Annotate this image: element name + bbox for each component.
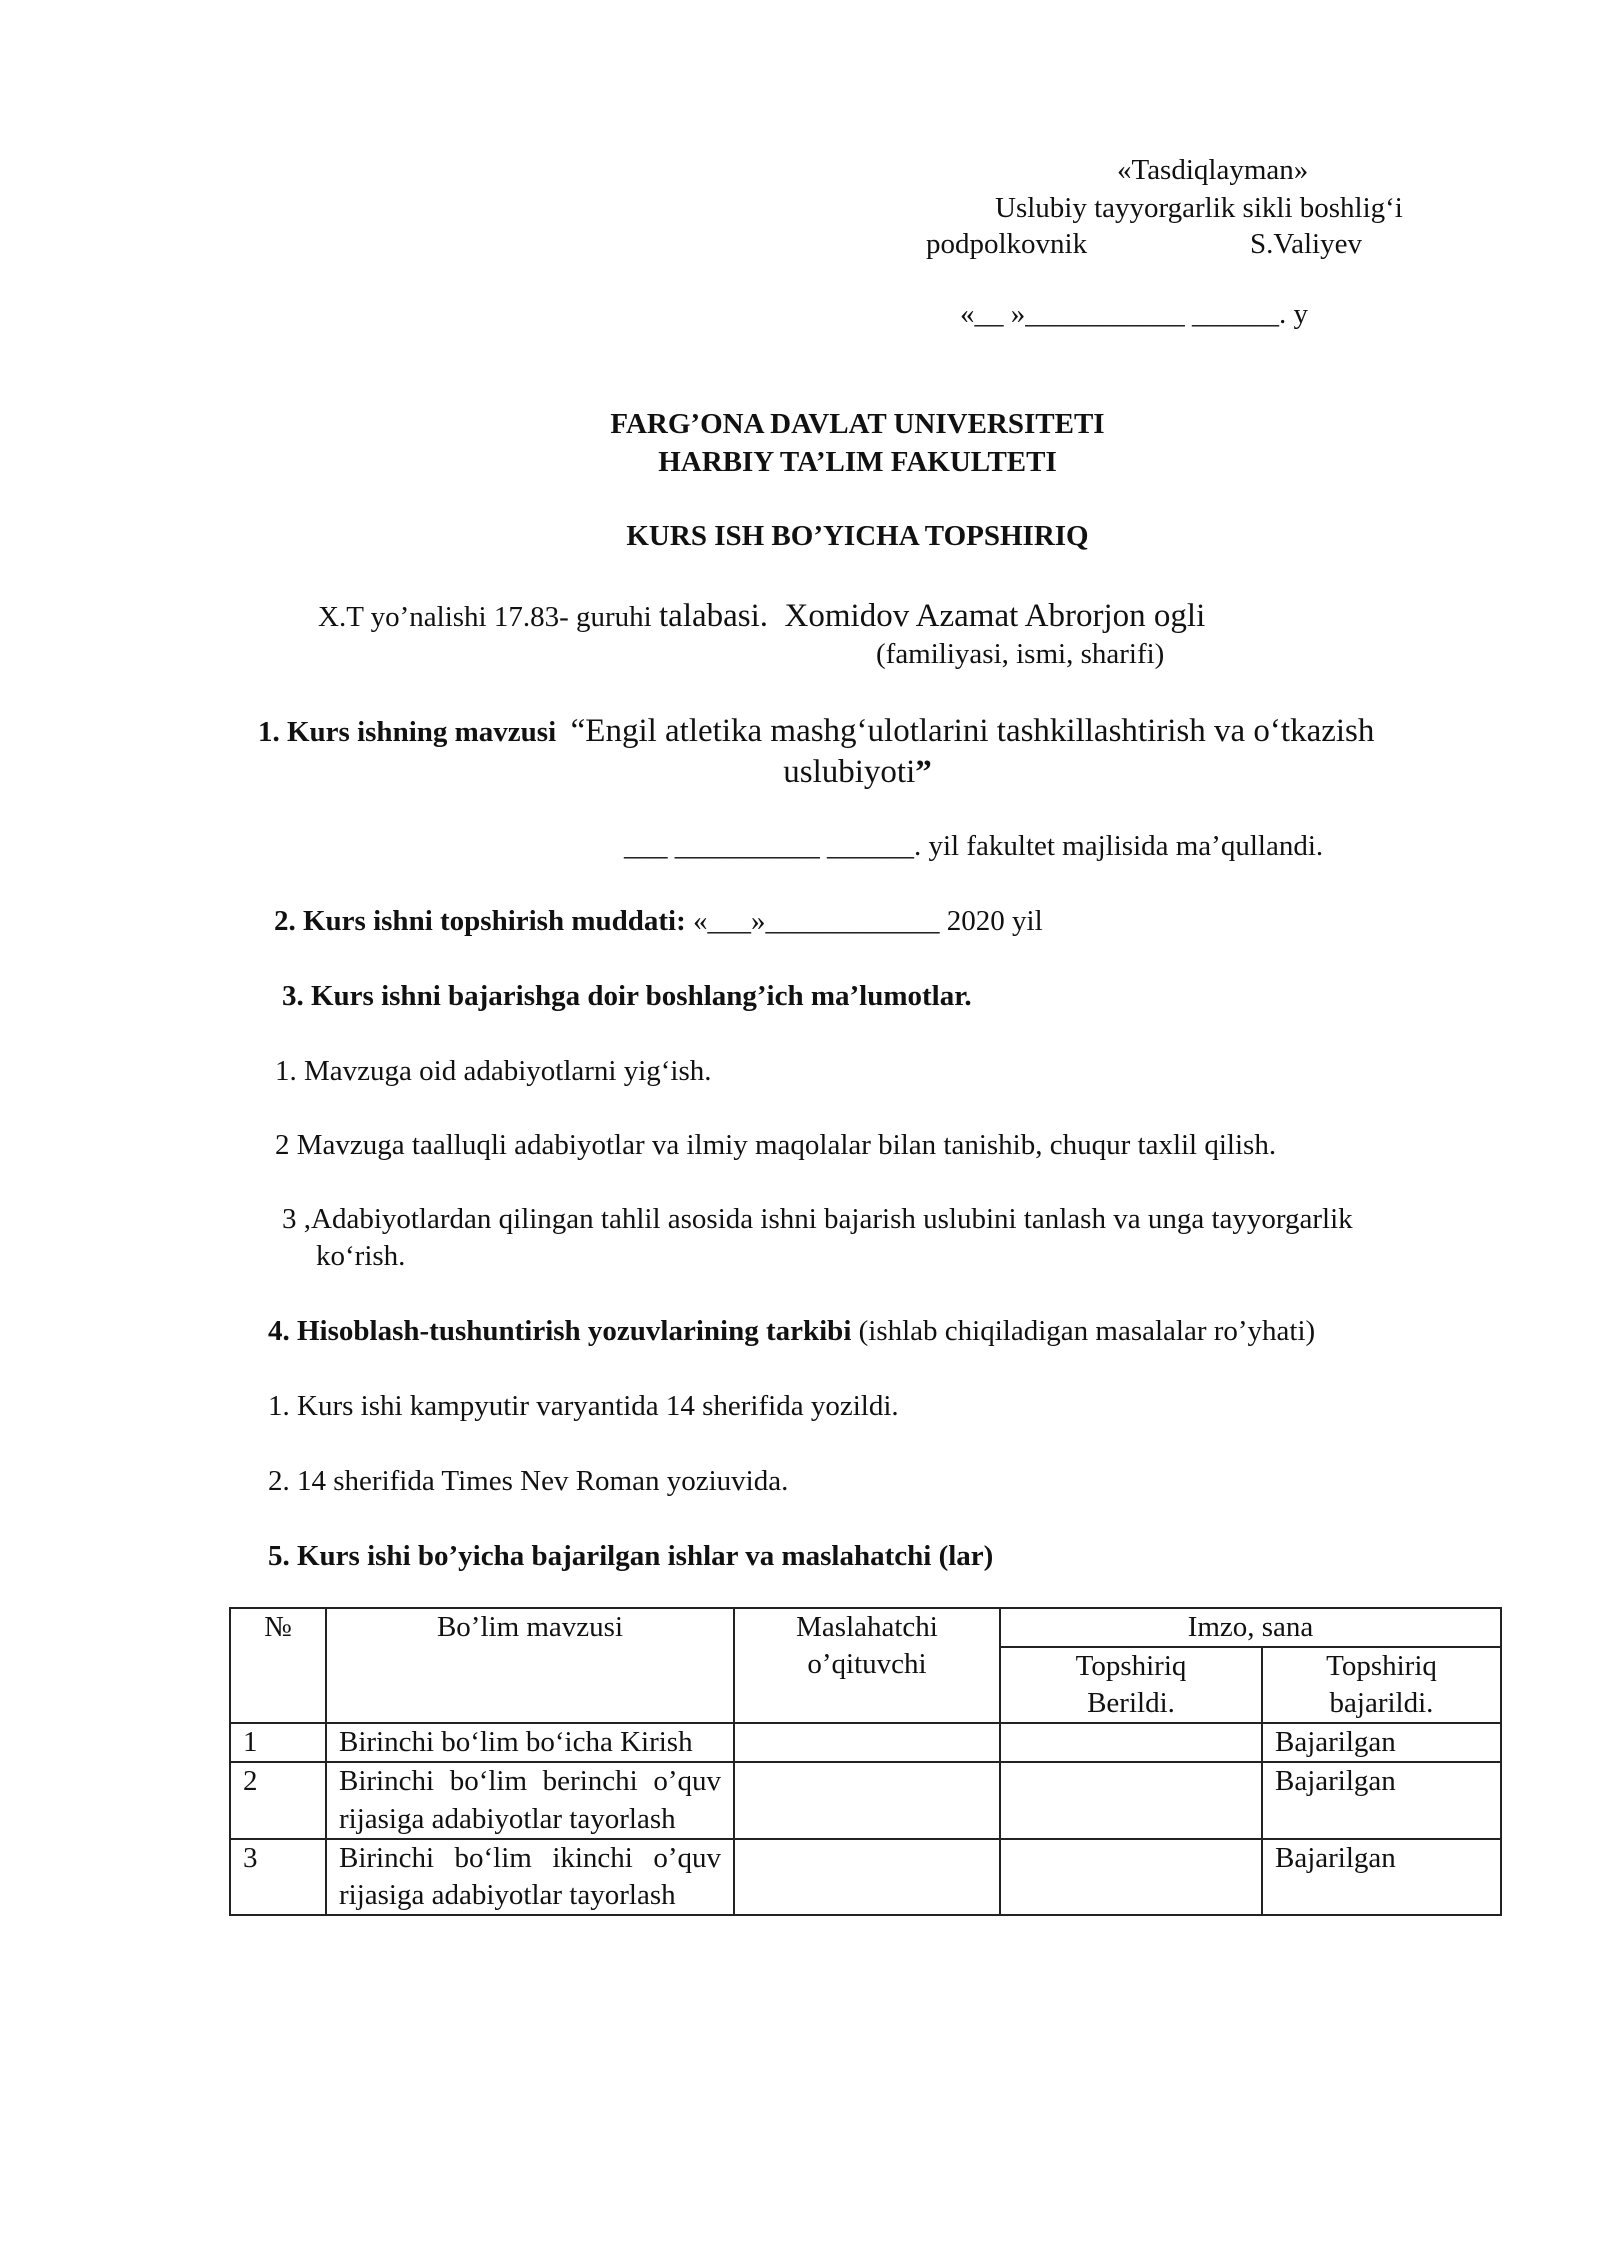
header-topic: Bo’lim mavzusi	[326, 1608, 734, 1723]
header-advisor-line2: o’qituvchi	[807, 1648, 927, 1681]
approval-position: Uslubiy tayyorgarlik sikli boshlig‘i	[995, 192, 1403, 224]
approval-date-line: «__ »___________ ______. y	[960, 298, 1308, 330]
list-item-number: 3	[282, 1203, 297, 1235]
row-done: Bajarilgan	[1262, 1723, 1501, 1762]
item2-value: «___»____________ 2020 yil	[685, 905, 1043, 937]
header-advisor-line1: Maslahatchi	[796, 1611, 938, 1643]
student-name: Xomidov Azamat Abrorjon ogli	[784, 598, 1206, 634]
list-item-text: Mavzuga oid adabiyotlarni yig‘ish.	[296, 1055, 712, 1087]
item1-line	[258, 711, 1374, 752]
item4-list-item: 1. Kurs ishi kampyutir varyantida 14 sherifida yozildi.	[268, 1390, 899, 1422]
row-topic: Birinchi bo‘lim ikinchi o’quv rijasiga adabiyotlar tayorlash	[326, 1839, 734, 1915]
list-item	[275, 1053, 712, 1089]
row-given	[1000, 1762, 1262, 1838]
item2-label: 2. Kurs ishni topshirish muddati:	[274, 905, 686, 937]
header-done-line2: bajarildi.	[1329, 1687, 1434, 1720]
item4-list-item: 2. 14 sherifida Times Nev Roman yoziuvida.	[268, 1465, 789, 1497]
item1-topic-line1: “Engil atletika mashg‘ulotlarini tashkillashtirish va o‘tkazish	[570, 713, 1375, 749]
row-given	[1000, 1723, 1262, 1762]
document-title: KURS ISH BO’YICHA TOPSHIRIQ	[626, 520, 1089, 552]
header-given	[1000, 1647, 1262, 1723]
student-caption: (familiyasi, ismi, sharifi)	[876, 638, 1165, 670]
item5-label: 5. Kurs ishi bo’yicha bajarilgan ishlar va maslahatchi (lar)	[268, 1540, 994, 1572]
faculty-name: HARBIY TA’LIM FAKULTETI	[658, 446, 1057, 478]
item3-label: 3. Kurs ishni bajarishga doir boshlang’ich ma’lumotlar.	[282, 980, 972, 1012]
approval-name: S.Valiyev	[1250, 228, 1362, 260]
row-done: Bajarilgan	[1262, 1839, 1501, 1915]
row-given	[1000, 1839, 1262, 1915]
row-topic: Birinchi bo‘lim bo‘icha Kirish	[326, 1723, 734, 1762]
student-label: talabasi.	[659, 598, 769, 634]
item1-label: 1. Kurs ishning mavzusi	[258, 716, 557, 748]
table-row	[230, 1723, 1501, 1762]
item4-note: (ishlab chiqiladigan masalalar ro’yhati)	[851, 1315, 1316, 1347]
header-done-line1: Topshiriq	[1326, 1650, 1437, 1683]
row-advisor	[734, 1723, 1000, 1762]
header-num: №	[230, 1608, 326, 1723]
row-num: 2	[230, 1762, 326, 1838]
university-name: FARG’ONA DAVLAT UNIVERSITETI	[610, 408, 1105, 440]
approval-title: «Tasdiqlayman»	[1117, 154, 1309, 186]
header-advisor	[734, 1608, 1000, 1723]
list-item-text: Mavzuga taalluqli adabiyotlar va ilmiy maqolalar bilan tanishib, chuqur taxlil qilish.	[289, 1129, 1277, 1161]
work-table	[229, 1607, 1502, 1916]
row-num: 3	[230, 1839, 326, 1915]
item2-line	[274, 903, 1043, 939]
table-row	[230, 1762, 1501, 1838]
list-item-continuation: ko‘rish.	[316, 1240, 406, 1272]
row-done: Bajarilgan	[1262, 1762, 1501, 1838]
table-header-row	[230, 1608, 1501, 1647]
approval-rank: podpolkovnik	[926, 228, 1088, 260]
item4-line	[268, 1313, 1315, 1349]
approval-sentence: ___ __________ ______. yil fakultet majlisida ma’qullandi.	[624, 830, 1324, 862]
list-item-number: 2	[275, 1129, 290, 1161]
header-signature: Imzo, sana	[1000, 1608, 1501, 1647]
row-num: 1	[230, 1723, 326, 1762]
row-advisor	[734, 1839, 1000, 1915]
row-advisor	[734, 1762, 1000, 1838]
student-prefix: X.T yo’nalishi 17.83- guruhi	[318, 601, 659, 633]
item1-topic-line2: uslubiyoti	[783, 754, 916, 790]
header-given-line1: Topshiriq	[1075, 1650, 1187, 1683]
list-item	[275, 1127, 1276, 1163]
table-row	[230, 1839, 1501, 1915]
header-done	[1262, 1647, 1501, 1723]
row-topic: Birinchi bo‘lim berinchi o’quv rijasiga adabiyotlar tayorlash	[326, 1762, 734, 1838]
list-item	[282, 1201, 1353, 1237]
item1-topic-line2-wrap: uslubiyoti”	[783, 754, 932, 790]
item4-label: 4. Hisoblash-tushuntirish yozuvlarining tarkibi	[268, 1315, 852, 1347]
student-line	[318, 596, 1205, 637]
header-given-line2: Berildi.	[1087, 1687, 1175, 1720]
list-item-text: ,Adabiyotlardan qilingan tahlil asosida ishni bajarish uslubini tanlash va unga tayyorgarlik	[296, 1203, 1353, 1235]
list-item-number: 1.	[275, 1055, 297, 1087]
